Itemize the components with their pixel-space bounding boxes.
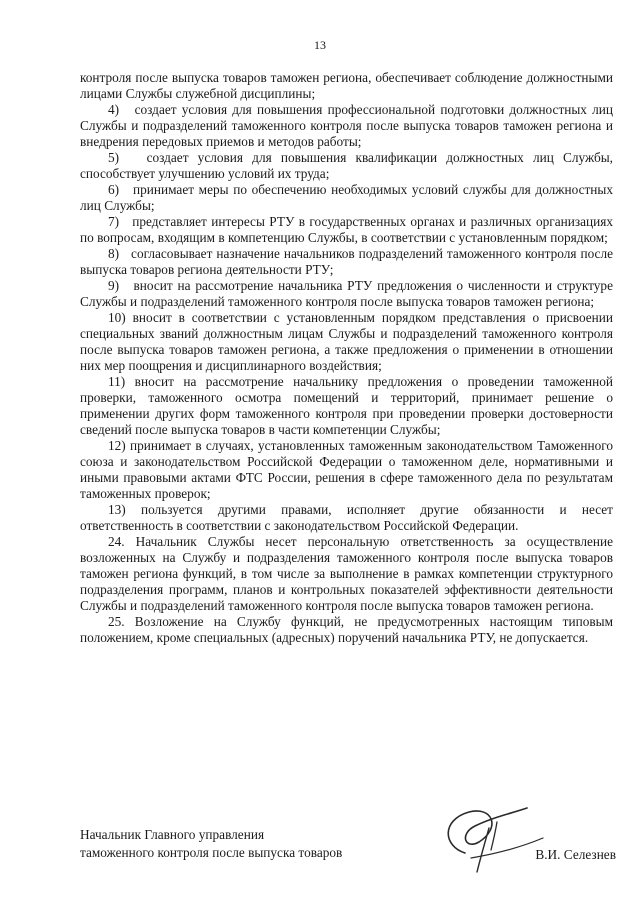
paragraph-item-6: 6) принимает меры по обеспечению необходимых условий службы для должностных лиц Службы; bbox=[80, 182, 613, 213]
signature-block bbox=[80, 826, 620, 886]
signer-title-line-1: Начальник Главного управления bbox=[80, 827, 265, 842]
paragraph-item-7: 7) представляет интересы РТУ в государственных органах и различных организациях по вопросам, входящим в компетенцию Службы, в соответствии с установленным порядком; bbox=[80, 214, 613, 245]
signer-title-line-2: таможенного контроля после выпуска товаров bbox=[80, 845, 343, 860]
signer-title bbox=[80, 826, 342, 862]
paragraph-clause-24: 24. Начальник Службы несет персональную ответственность за осуществление возложенных на Службу и подразделения таможенного контроля после выпуска товаров таможен региона функций, в том числе за выполнение в рамках компетенции структурного подразделения программ, планов и контрольных показателей эффективности деятельности Службы и подразделений таможенного контроля после выпуска товаров таможен региона. bbox=[80, 534, 613, 613]
paragraph-continuation: контроля после выпуска товаров таможен региона, обеспечивает соблюдение должностными лицами Службы служебной дисциплины; bbox=[80, 70, 613, 101]
paragraph-item-12: 12) принимает в случаях, установленных таможенным законодательством Таможенного союза и законодательством Российской Федерации о таможенном деле, нормативными и иными правовыми актами ФТС России, решения в сфере таможенного дела по результатам таможенных проверок; bbox=[80, 438, 613, 501]
paragraph-item-5: 5) создает условия для повышения квалификации должностных лиц Службы, способствует улучшению условий их труда; bbox=[80, 150, 613, 181]
paragraph-item-9: 9) вносит на рассмотрение начальника РТУ предложения о численности и структуре Службы и подразделений таможенного контроля после выпуска товаров таможен региона; bbox=[80, 278, 613, 309]
paragraph-item-13: 13) пользуется другими правами, исполняет другие обязанности и несет ответственность в соответствии с законодательством Российской Федерации. bbox=[80, 502, 613, 533]
paragraph-item-4: 4) создает условия для повышения профессиональной подготовки должностных лиц Службы и подразделений таможенного контроля после выпуска товаров таможен региона и внедрения передовых приемов и методов работы; bbox=[80, 102, 613, 149]
page-number: 13 bbox=[314, 38, 326, 52]
paragraph-item-10: 10) вносит в соответствии с установленным порядком представления о присвоении специальных званий должностным лицам Службы и подразделений таможенного контроля после выпуска товаров таможен региона, а также предложения о применении в отношении них мер поощрения и дисциплинарного воздействия; bbox=[80, 310, 613, 373]
document-body bbox=[80, 70, 613, 646]
paragraph-clause-25: 25. Возложение на Службу функций, не предусмотренных настоящим типовым положением, кроме специальных (адресных) поручений начальника РТУ, не допускается. bbox=[80, 614, 613, 645]
handwritten-signature-icon bbox=[435, 798, 555, 878]
paragraph-item-8: 8) согласовывает назначение начальников подразделений таможенного контроля после выпуска товаров региона деятельности РТУ; bbox=[80, 246, 613, 277]
signer-name: В.И. Селезнев bbox=[535, 847, 616, 862]
paragraph-item-11: 11) вносит на рассмотрение начальнику предложения о проведении таможенной проверки, таможенного осмотра помещений и территорий, принимает решение о применении других форм таможенного контроля при проведении проверки достоверности сведений после выпуска товаров в части компетенции Службы; bbox=[80, 374, 613, 437]
